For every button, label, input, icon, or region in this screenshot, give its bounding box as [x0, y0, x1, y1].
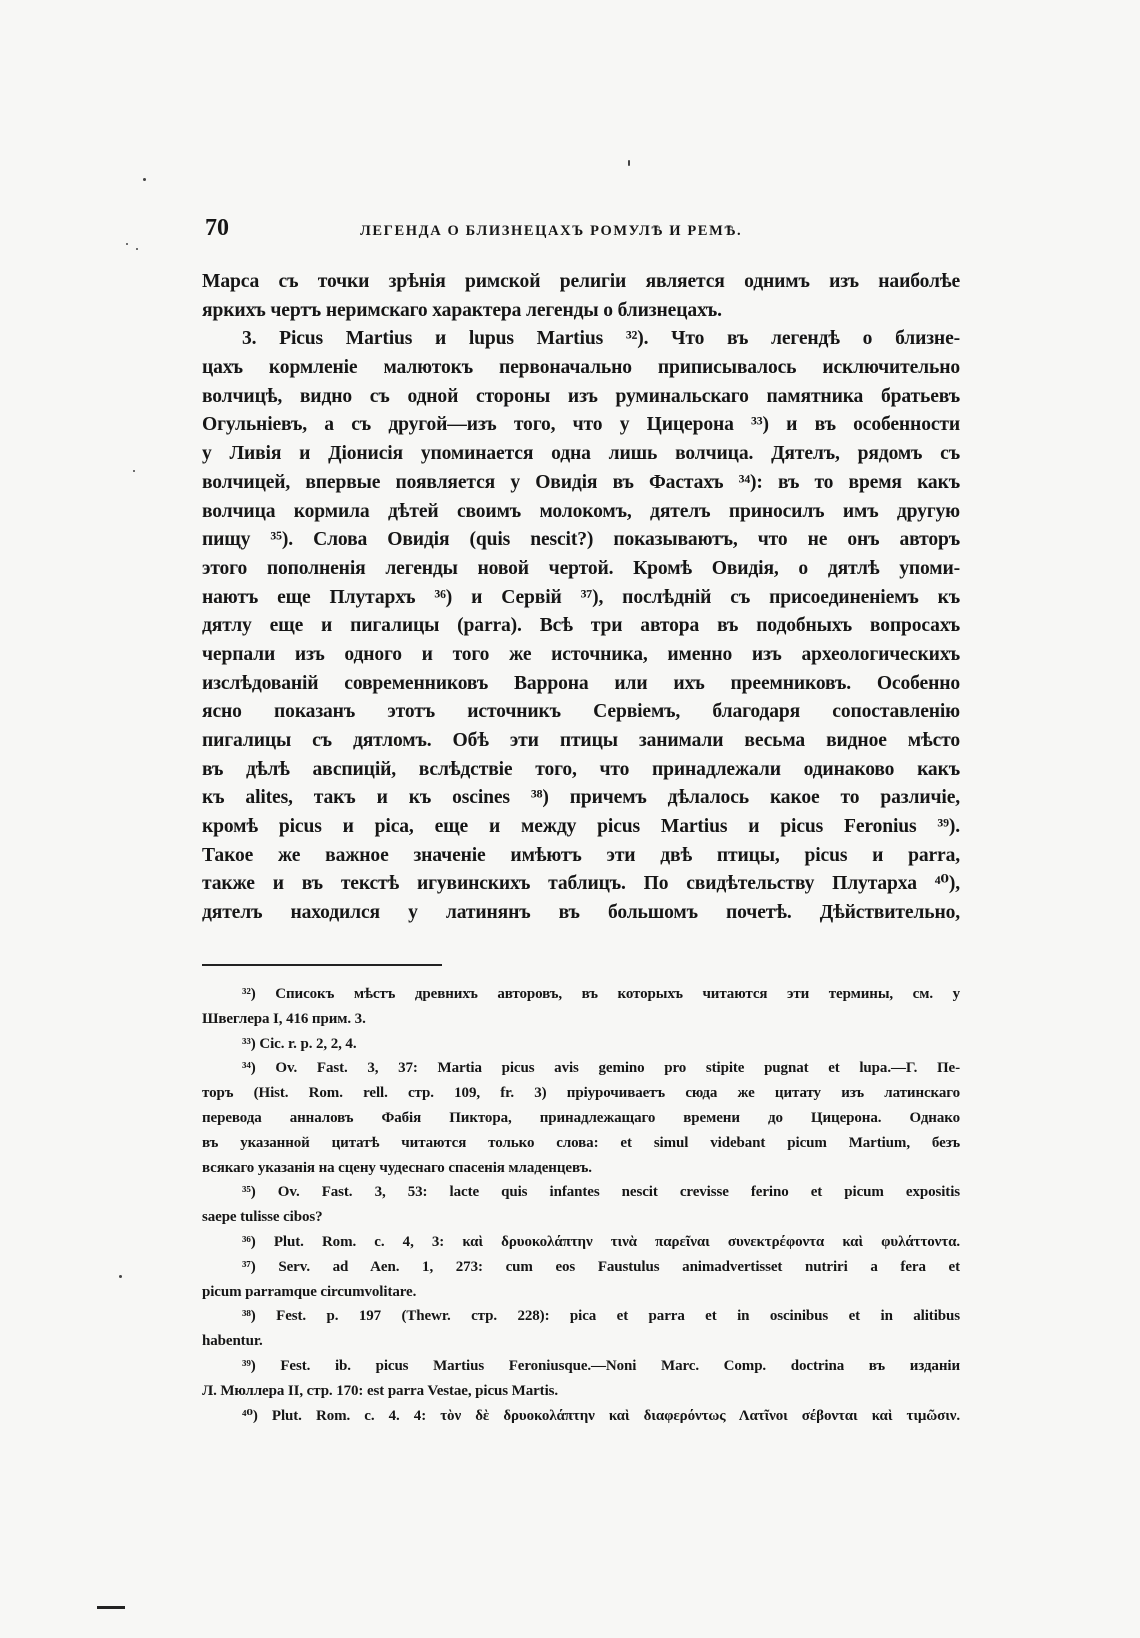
- main-text: [202, 268, 960, 928]
- margin-speck: [126, 243, 128, 245]
- margin-speck: [136, 248, 138, 250]
- text-line: 3. Picus Martius и lupus Martius ³²). Что въ легендѣ о близне-: [242, 328, 960, 350]
- page-number: 70: [205, 215, 229, 241]
- text-line: у Ливія и Діонисія упоминается одна лишь волчица. Дятелъ, рядомъ съ: [202, 443, 960, 465]
- footnote-line: ³³) Cic. r. p. 2, 2, 4.: [242, 1035, 357, 1052]
- text-line: яркихъ чертъ неримскаго характера легенды о близнецахъ.: [202, 299, 722, 321]
- footnote-line: Швеглера I, 416 прим. 3.: [202, 1010, 366, 1027]
- footnote-line: ⁴⁰) Plut. Rom. c. 4. 4: τὸν δὲ δρυοκολάπτην καὶ διαφερόντως Λατῖνοι σέβονται καὶ τιμῶσιν.: [242, 1407, 960, 1424]
- margin-speck: [133, 470, 135, 472]
- text-line: волчицей, впервые появляется у Овидія въ Фастахъ ³⁴): въ то время какъ: [202, 471, 960, 493]
- text-line: въ дѣлѣ авспицій, вслѣдствіе того, что принадлежали одинаково какъ: [202, 758, 960, 780]
- footnote-line: picum parramque circumvolitare.: [202, 1283, 417, 1300]
- text-line: Огульніевъ, а съ другой—изъ того, что у Цицерона ³³) и въ особенности: [202, 414, 960, 436]
- footnote-line: Л. Мюллера II, стр. 170: est parra Vestae, picus Martis.: [202, 1382, 559, 1399]
- text-line: пигалицы съ дятломъ. Обѣ эти птицы занимали весьма видное мѣсто: [202, 730, 960, 751]
- text-line: этого пополненія легенды новой чертой. Кромѣ Овидія, о дятлѣ упоми-: [202, 557, 960, 579]
- footnote-line: ³²) Списокъ мѣстъ древнихъ авторовъ, въ которыхъ читаются эти термины, см. у: [242, 986, 960, 1002]
- text-line: кромѣ picus и pica, еще и между picus Martius и picus Feronius ³⁹).: [202, 816, 960, 838]
- text-line: дятлу еще и пигалицы (parra). Всѣ три автора въ подобныхъ вопросахъ: [202, 615, 960, 637]
- margin-mark: [97, 1606, 125, 1609]
- page-header: [205, 215, 960, 249]
- footnote-line: ³⁶) Plut. Rom. c. 4, 3: καὶ δρυοκολάπτην τινὰ παρεῖναι συνεκτρέφοντα καὶ φυλάττοντα.: [242, 1233, 960, 1250]
- footnotes: [202, 982, 960, 1428]
- footnote-line: ³⁴) Ov. Fast. 3, 37: Martia picus avis gemino pro stipite pugnat et lupa.—Г. Пе-: [242, 1060, 960, 1077]
- text-line: пищу ³⁵). Слова Овидія (quis nescit?) показываютъ, что не онъ авторъ: [202, 529, 960, 551]
- footnote-line: ³⁷) Serv. ad Aen. 1, 273: cum eos Faustulus animadvertisset nutriri a fera et: [242, 1258, 960, 1275]
- margin-speck: [119, 1275, 122, 1278]
- text-line: волчица кормила дѣтей своимъ молокомъ, дятелъ приносилъ имъ другую: [202, 500, 960, 522]
- footnote-line: въ указанной цитатѣ читаются только слова: et simul videbant picum Martium, безъ: [202, 1134, 960, 1151]
- footnote-line: ³⁵) Ov. Fast. 3, 53: lacte quis infantes nescit crevisse ferino et picum expositis: [242, 1184, 960, 1201]
- running-title: ЛЕГЕНДА О БЛИЗНЕЦАХЪ РОМУЛѢ И РЕМѢ.: [360, 223, 743, 239]
- footnote-separator: [202, 964, 442, 966]
- footnote-line: перевода анналовъ Фабія Пиктора, принадлежащаго времени до Цицерона. Однако: [202, 1109, 960, 1126]
- text-line: наютъ еще Плутархъ ³⁶) и Сервій ³⁷), послѣдній съ присоединеніемъ къ: [202, 586, 960, 608]
- text-line: черпали изъ одного и того же источника, именно изъ археологическихъ: [202, 643, 960, 665]
- footnote-line: ³⁹) Fest. ib. picus Martius Feroniusque.—Noni Marc. Comp. doctrina въ изданіи: [242, 1357, 960, 1374]
- text-line: цахъ кормленіе малютокъ первоначально приписывалось исключительно: [202, 357, 960, 379]
- footnote-line: habentur.: [202, 1333, 263, 1350]
- text-line: изслѣдованій современниковъ Варрона или ихъ преемниковъ. Особенно: [202, 672, 960, 694]
- text-line: также и въ текстѣ игувинскихъ таблицъ. По свидѣтельству Плутарха ⁴⁰),: [202, 873, 960, 895]
- margin-speck: [143, 178, 146, 181]
- footnote-line: saepe tulisse cibos?: [202, 1209, 323, 1226]
- text-line: Такое же важное значеніе имѣютъ эти двѣ птицы, picus и parra,: [202, 844, 960, 866]
- text-line: ясно показанъ этотъ источникъ Сервіемъ, благодаря сопоставленію: [202, 701, 960, 723]
- text-line: Марса съ точки зрѣнія римской религіи является однимъ изъ наиболѣе: [202, 271, 960, 292]
- footnote-line: всякаго указанія на сцену чудеснаго спасенія младенцевъ.: [202, 1159, 592, 1176]
- text-line: дятелъ находился у латинянъ въ большомъ почетѣ. Дѣйствительно,: [202, 902, 960, 924]
- text-line: къ alites, такъ и къ oscines ³⁸) причемъ дѣлалось какое то различіе,: [202, 787, 960, 809]
- footnote-line: ³⁸) Fest. p. 197 (Thewr. стр. 228): pica et parra et in oscinibus et in alitibus: [242, 1308, 960, 1325]
- footnote-line: торъ (Hist. Rom. rell. стр. 109, fr. 3) пріурочиваетъ сюда же цитату изъ латинскаго: [202, 1085, 960, 1102]
- margin-speck: [628, 160, 630, 166]
- text-line: волчицѣ, видно съ одной стороны изъ руминальскаго памятника братьевъ: [202, 385, 960, 407]
